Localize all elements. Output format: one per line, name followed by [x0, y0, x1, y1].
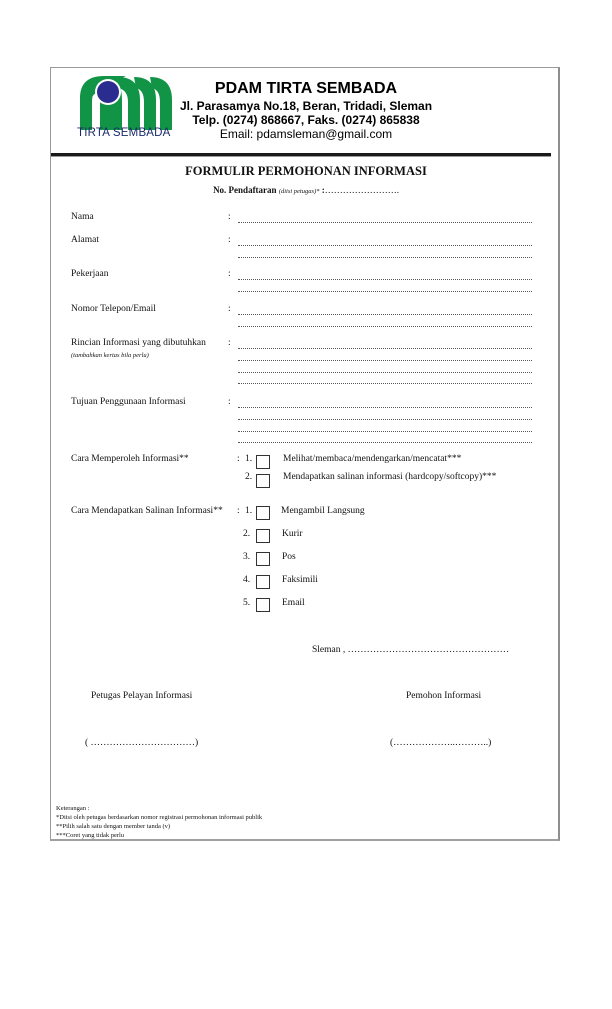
- tujuan-input-line-2[interactable]: [238, 418, 532, 420]
- option-number: 2.: [243, 529, 251, 539]
- registration-label: No. Pendaftaran: [213, 185, 277, 195]
- checkbox-faksimili[interactable]: [256, 575, 270, 589]
- option-email: Email: [282, 598, 305, 608]
- telepon-email-input-line-1[interactable]: [238, 313, 532, 315]
- field-colon: :: [228, 235, 231, 245]
- field-colon: :: [228, 304, 231, 314]
- checkbox-mengambil-langsung[interactable]: [256, 506, 270, 520]
- pekerjaan-input-line-2[interactable]: [238, 290, 532, 292]
- nama-input[interactable]: [238, 221, 532, 223]
- field-label-nama: Nama: [71, 212, 94, 222]
- cara-memperoleh-label: Cara Memperoleh Informasi**: [71, 454, 189, 464]
- field-label-tujuan: Tujuan Penggunaan Informasi: [71, 397, 186, 407]
- checkbox-salinan[interactable]: [256, 474, 270, 488]
- option-pos: Pos: [282, 552, 296, 562]
- option-number: 5.: [243, 598, 251, 608]
- option-kurir: Kurir: [282, 529, 303, 539]
- field-label-telepon-email: Nomor Telepon/Email: [71, 304, 156, 314]
- registration-separator: :: [319, 185, 325, 195]
- option-number: 4.: [243, 575, 251, 585]
- rincian-input-line-3[interactable]: [238, 371, 532, 373]
- logo-text: TIRTA SEMBADA: [77, 127, 171, 139]
- option-salinan: Mendapatkan salinan informasi (hardcopy/softcopy)***: [283, 472, 497, 482]
- telepon-email-input-line-2[interactable]: [238, 325, 532, 327]
- option-faksimili: Faksimili: [282, 575, 318, 585]
- checkbox-melihat[interactable]: [256, 455, 270, 469]
- option-number: 1.: [245, 454, 253, 464]
- registration-field[interactable]: …………………….: [324, 185, 399, 195]
- org-email: Email: pdamsleman@gmail.com: [219, 127, 393, 141]
- applicant-title: Pemohon Informasi: [406, 691, 482, 701]
- header-divider-shadow: [51, 156, 551, 157]
- rincian-input-line-1[interactable]: [238, 347, 532, 349]
- checkbox-kurir[interactable]: [256, 529, 270, 543]
- org-phone: Telp. (0274) 868667, Faks. (0274) 865838: [192, 113, 420, 127]
- option-number: 1.: [245, 506, 253, 516]
- field-colon: :: [237, 506, 240, 516]
- field-colon: :: [228, 338, 231, 348]
- field-label-pekerjaan: Pekerjaan: [71, 269, 109, 279]
- field-colon: :: [237, 454, 240, 464]
- field-label-rincian: Rincian Informasi yang dibutuhkan: [71, 338, 206, 348]
- option-melihat: Melihat/membaca/mendengarkan/mencatat***: [283, 454, 462, 464]
- officer-signature-field[interactable]: ( ……………………………): [85, 738, 199, 748]
- note-item: *Diisi oleh petugas berdasarkan nomor registrasi permohonan informasi publik: [56, 814, 263, 821]
- applicant-signature-field[interactable]: (………………..………..): [390, 738, 492, 748]
- org-address: Jl. Parasamya No.18, Beran, Tridadi, Sleman: [179, 99, 433, 113]
- registration-number: [51, 185, 561, 195]
- pekerjaan-input-line-1[interactable]: [238, 278, 532, 280]
- field-label-alamat: Alamat: [71, 235, 99, 245]
- field-sublabel-rincian: (tambahkan kertas bila perlu): [71, 352, 149, 359]
- form-title: FORMULIR PERMOHONAN INFORMASI: [185, 164, 427, 178]
- registration-note: (diisi petugas)*: [278, 188, 320, 195]
- tujuan-input-line-3[interactable]: [238, 430, 532, 432]
- checkbox-pos[interactable]: [256, 552, 270, 566]
- field-colon: :: [228, 212, 231, 222]
- alamat-input-line-2[interactable]: [238, 256, 532, 258]
- note-item: ***Coret yang tidak perlu: [56, 832, 125, 839]
- checkbox-email[interactable]: [256, 598, 270, 612]
- rincian-input-line-2[interactable]: [238, 359, 532, 361]
- option-number: 3.: [243, 552, 251, 562]
- rincian-input-line-4[interactable]: [238, 382, 532, 384]
- tujuan-input-line-1[interactable]: [238, 406, 532, 408]
- option-number: 2.: [245, 472, 253, 482]
- form-page: [50, 67, 560, 841]
- tujuan-input-line-4[interactable]: [238, 441, 532, 443]
- option-mengambil-langsung: Mengambil Langsung: [281, 506, 365, 516]
- field-colon: :: [228, 397, 231, 407]
- alamat-input-line-1[interactable]: [238, 244, 532, 246]
- cara-salinan-label: Cara Mendapatkan Salinan Informasi**: [71, 506, 223, 516]
- note-item: **Pilih salah satu dengan member tanda (v): [56, 823, 171, 830]
- place-date-field[interactable]: Sleman , ……………………………………………: [312, 645, 510, 655]
- officer-title: Petugas Pelayan Informasi: [91, 691, 193, 701]
- field-colon: :: [228, 269, 231, 279]
- org-name: PDAM TIRTA SEMBADA: [214, 80, 398, 97]
- notes-heading: Keterangan :: [56, 805, 90, 812]
